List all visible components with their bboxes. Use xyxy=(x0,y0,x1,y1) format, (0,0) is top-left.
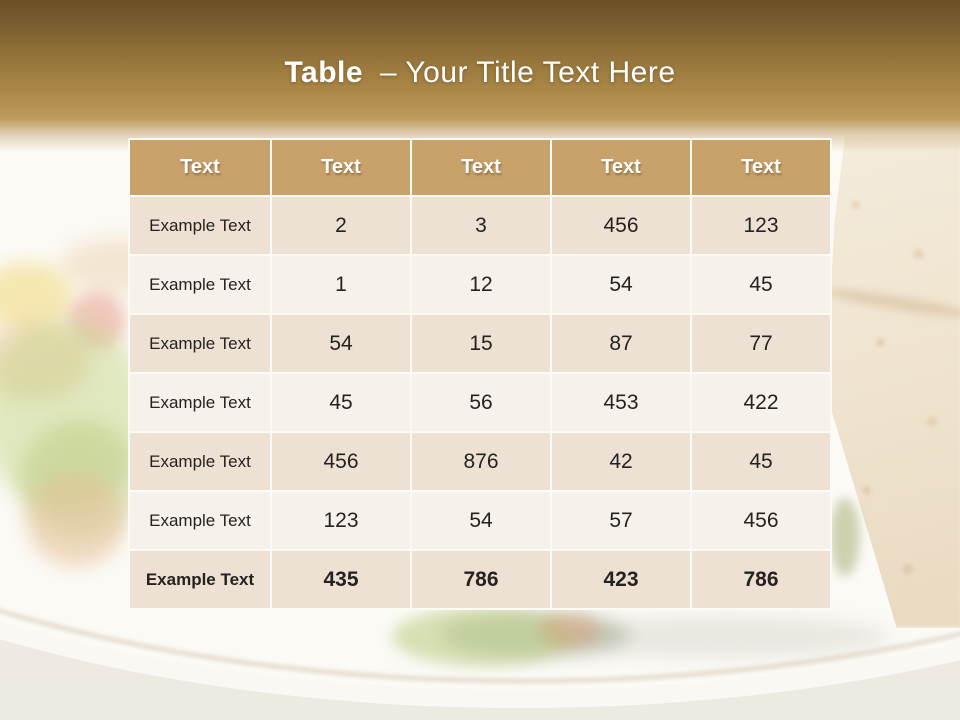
row-label-cell[interactable]: Example Text xyxy=(130,256,270,313)
header-cell[interactable]: Text xyxy=(692,140,830,195)
value-cell[interactable]: 56 xyxy=(412,374,550,431)
table-row xyxy=(130,374,830,431)
table-row xyxy=(130,433,830,490)
row-label-cell[interactable]: Example Text xyxy=(130,374,270,431)
row-label-cell[interactable]: Example Text xyxy=(130,197,270,254)
wrap-lettuce-blob xyxy=(830,498,860,576)
carrot-blob xyxy=(540,612,600,648)
slide-title-regular: – Your Title Text Here xyxy=(379,56,676,89)
table-row xyxy=(130,315,830,372)
value-cell[interactable]: 123 xyxy=(692,197,830,254)
value-cell[interactable]: 123 xyxy=(272,492,410,549)
value-cell[interactable]: 456 xyxy=(692,492,830,549)
value-cell[interactable]: 45 xyxy=(692,433,830,490)
slide-title[interactable] xyxy=(0,56,960,90)
row-label-cell[interactable]: Example Text xyxy=(130,551,270,608)
row-label-cell[interactable]: Example Text xyxy=(130,315,270,372)
value-cell[interactable]: 15 xyxy=(412,315,550,372)
value-cell[interactable]: 435 xyxy=(272,551,410,608)
chicken-blob xyxy=(26,472,126,567)
slide-title-bold: Table xyxy=(284,56,364,89)
value-cell[interactable]: 45 xyxy=(692,256,830,313)
value-cell[interactable]: 87 xyxy=(552,315,690,372)
header-cell[interactable]: Text xyxy=(130,140,270,195)
value-cell[interactable]: 453 xyxy=(552,374,690,431)
value-cell[interactable]: 422 xyxy=(692,374,830,431)
value-cell[interactable]: 54 xyxy=(412,492,550,549)
table-row xyxy=(130,197,830,254)
value-cell[interactable]: 1 xyxy=(272,256,410,313)
table-row xyxy=(130,492,830,549)
value-cell[interactable]: 456 xyxy=(552,197,690,254)
value-cell[interactable]: 2 xyxy=(272,197,410,254)
value-cell[interactable]: 77 xyxy=(692,315,830,372)
header-cell[interactable]: Text xyxy=(552,140,690,195)
value-cell[interactable]: 876 xyxy=(412,433,550,490)
value-cell[interactable]: 3 xyxy=(412,197,550,254)
value-cell[interactable]: 786 xyxy=(412,551,550,608)
value-cell[interactable]: 57 xyxy=(552,492,690,549)
header-cell[interactable]: Text xyxy=(412,140,550,195)
row-label-cell[interactable]: Example Text xyxy=(130,492,270,549)
value-cell[interactable]: 456 xyxy=(272,433,410,490)
value-cell[interactable]: 423 xyxy=(552,551,690,608)
value-cell[interactable]: 12 xyxy=(412,256,550,313)
value-cell[interactable]: 54 xyxy=(552,256,690,313)
value-cell[interactable]: 786 xyxy=(692,551,830,608)
value-cell[interactable]: 45 xyxy=(272,374,410,431)
table-total-row xyxy=(130,551,830,608)
value-cell[interactable]: 54 xyxy=(272,315,410,372)
title-banner xyxy=(0,0,960,152)
table-header-row xyxy=(130,140,830,195)
example-table xyxy=(128,138,832,610)
row-label-cell[interactable]: Example Text xyxy=(130,433,270,490)
value-cell[interactable]: 42 xyxy=(552,433,690,490)
table-row xyxy=(130,256,830,313)
header-cell[interactable]: Text xyxy=(272,140,410,195)
